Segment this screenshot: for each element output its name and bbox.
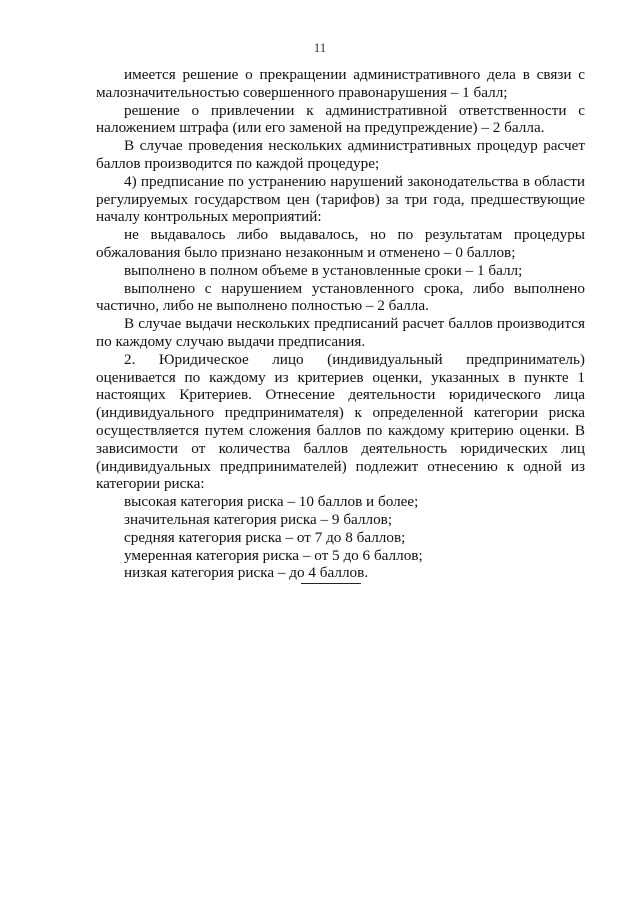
paragraph-multiple-procedures: В случае проведения нескольких административных процедур расчет баллов производится по каждой процедуре; bbox=[96, 137, 585, 172]
paragraph-administrative-liability: решение о привлечении к административной ответственности с наложением штрафа (или его заменой на предупреждение) – 2 балла. bbox=[96, 101, 585, 137]
risk-category-moderate: умеренная категория риска – от 5 до 6 баллов; bbox=[124, 546, 423, 564]
paragraph-fully-executed: выполнено в полном объеме в установленные сроки – 1 балл; bbox=[124, 261, 523, 279]
paragraph-dismissal-decision: имеется решение о прекращении административного дела в связи с малозначительностью совершенного правонарушения – 1 балл; bbox=[96, 66, 585, 101]
paragraph-executed-with-violation: выполнено с нарушением установленного срока, либо выполнено частично, либо не выполнено полностью – 2 балла. bbox=[96, 279, 585, 315]
risk-category-low: низкая категория риска – до 4 баллов. bbox=[124, 564, 369, 582]
paragraph-multiple-prescriptions: В случае выдачи нескольких предписаний расчет баллов производится по каждому случаю выдачи предписания. bbox=[96, 315, 585, 350]
risk-category-medium: средняя категория риска – от 7 до 8 баллов; bbox=[124, 528, 406, 546]
document-body bbox=[96, 66, 585, 582]
risk-category-high: высокая категория риска – 10 баллов и более; bbox=[124, 493, 419, 511]
page-number: 11 bbox=[313, 40, 327, 55]
paragraph-not-issued: не выдавалось либо выдавалось, но по результатам процедуры обжалования было признано незаконным и отменено – 0 баллов; bbox=[96, 226, 585, 261]
end-of-document-rule bbox=[301, 583, 361, 584]
paragraph-prescription-heading: 4) предписание по устранению нарушений законодательства в области регулируемых государством цен (тарифов) за три года, предшествующие началу контрольных мероприятий: bbox=[96, 172, 585, 226]
paragraph-risk-assessment: 2. Юридическое лицо (индивидуальный предприниматель) оценивается по каждому из критериев оценки, указанных в пункте 1 настоящих Критериев. Отнесение деятельности юридического лица (индивидуального предпринимателя) к определенной категории риска осуществляется путем сложения баллов по каждому критерию оценки. В зависимости от количества баллов деятельность юридических лиц (индивидуальных предпринимателей) подлежит отнесению к одной из категории риска: bbox=[96, 350, 585, 493]
risk-category-significant: значительная категория риска – 9 баллов; bbox=[124, 510, 393, 528]
